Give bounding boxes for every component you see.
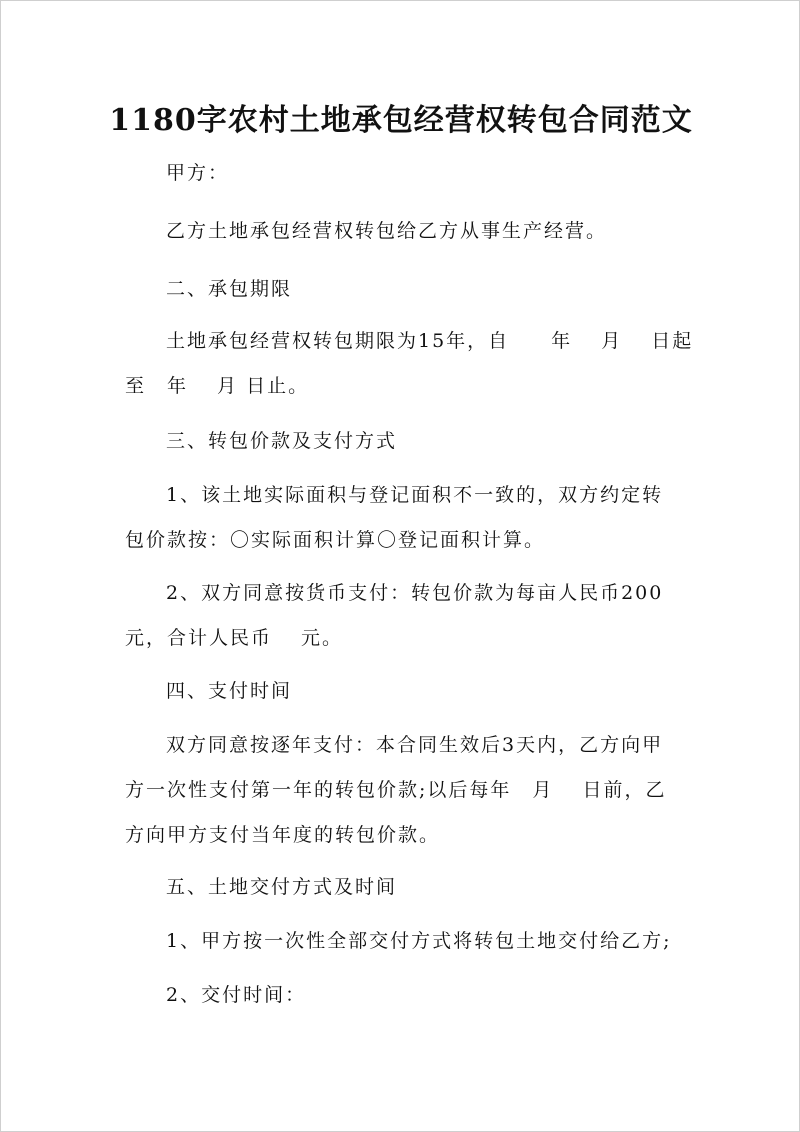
paragraph-line: 乙方土地承包经营权转包给乙方从事生产经营。 — [166, 220, 608, 242]
paragraph-line: 包价款按：〇实际面积计算〇登记面积计算。 — [125, 529, 546, 551]
paragraph-party-a — [125, 151, 681, 196]
paragraph-line: 2、交付时间： — [166, 984, 307, 1006]
paragraph-line: 四、支付时间 — [166, 680, 293, 702]
paragraph-line: 元，合计人民币 元。 — [125, 627, 344, 649]
section-heading-delivery — [125, 865, 681, 910]
document-title: 1180字农村土地承包经营权转包合同范文 — [109, 103, 693, 138]
paragraph-line: 2、双方同意按货币支付：转包价款为每亩人民币200 — [166, 582, 664, 604]
paragraph-delivery-method — [125, 919, 681, 964]
paragraph-line: 五、土地交付方式及时间 — [166, 876, 398, 898]
paragraph-annual-payment — [125, 723, 681, 858]
paragraph-payment — [125, 571, 681, 661]
paragraph-line: 三、转包价款及支付方式 — [166, 430, 398, 452]
paragraph-line: 二、承包期限 — [166, 278, 293, 300]
section-heading-time — [125, 669, 681, 714]
paragraph-line: 至 年 月 日止。 — [125, 375, 310, 397]
paragraph-term — [125, 319, 694, 409]
paragraph-area — [125, 473, 681, 563]
section-heading-term — [125, 267, 681, 312]
paragraph-line: 双方同意按逐年支付：本合同生效后3天内，乙方向甲 — [166, 734, 664, 756]
paragraph-line: 1、该土地实际面积与登记面积不一致的，双方约定转 — [166, 484, 664, 506]
paragraph-transfer — [125, 209, 681, 254]
section-heading-price — [125, 419, 681, 464]
paragraph-line: 1、甲方按一次性全部交付方式将转包土地交付给乙方; — [166, 930, 672, 952]
paragraph-line: 甲方： — [166, 162, 230, 184]
paragraph-line: 方向甲方支付当年度的转包价款。 — [125, 824, 441, 846]
paragraph-line: 土地承包经营权转包期限为15年，自 年 月 日起 — [166, 330, 694, 352]
paragraph-delivery-time — [125, 973, 681, 1018]
paragraph-line: 方一次性支付第一年的转包价款;以后每年 月 日前，乙 — [125, 779, 667, 801]
